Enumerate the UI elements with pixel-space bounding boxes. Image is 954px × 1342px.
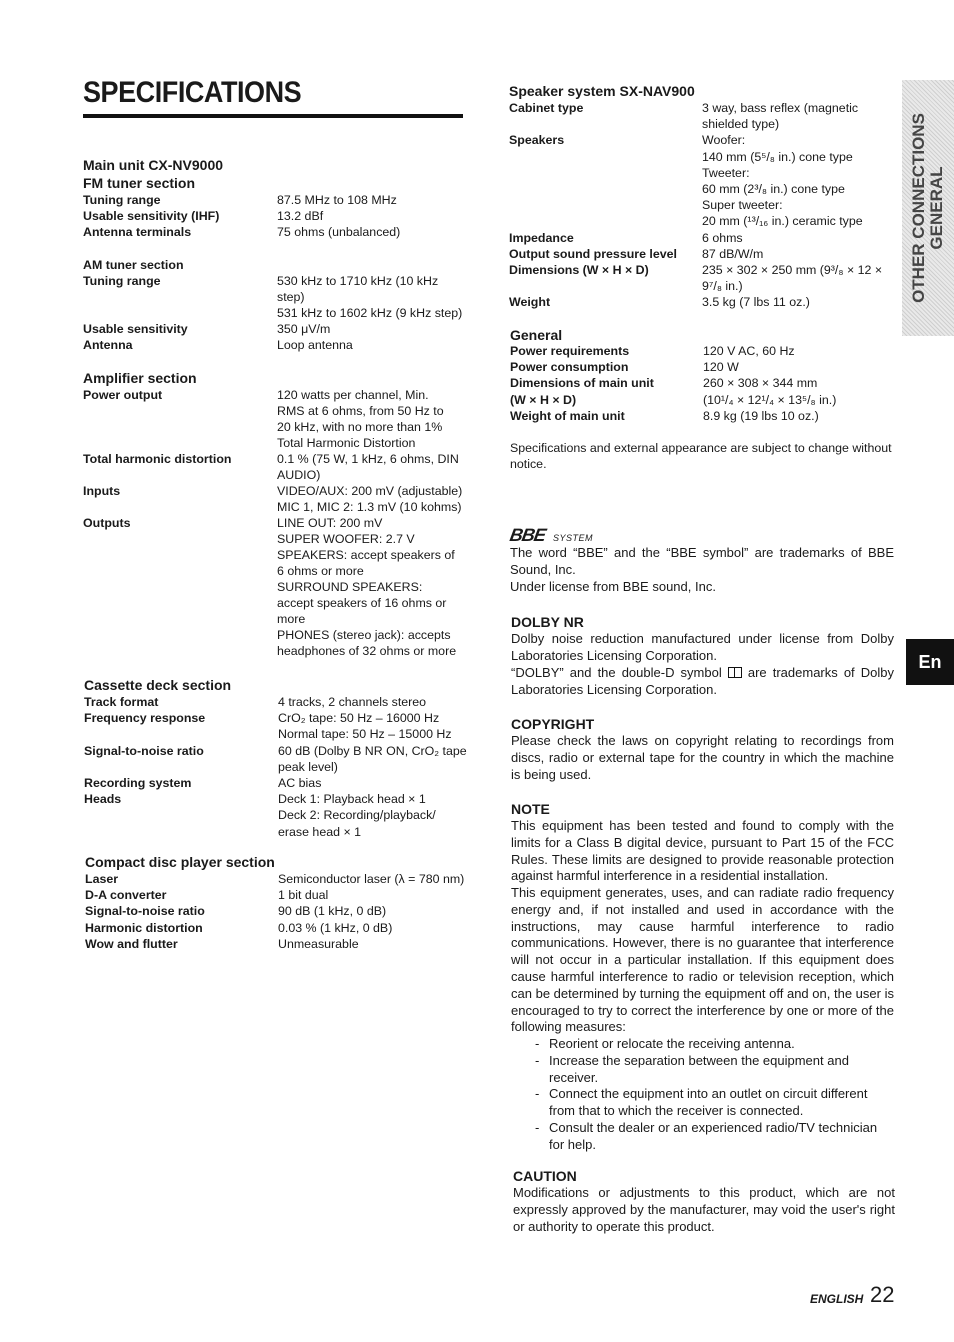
spec-value-line: 0.1 % (75 W, 1 kHz, 6 ohms, DIN xyxy=(277,452,459,466)
spec-label: Output sound pressure level xyxy=(509,246,677,261)
general-heading: General xyxy=(510,327,563,343)
bbe-logo-sub: SYSTEM xyxy=(553,533,594,543)
spec-value: 8.9 kg (19 lbs 10 oz.) xyxy=(703,408,819,423)
cassette-heading: Cassette deck section xyxy=(84,677,232,693)
spec-label xyxy=(509,213,702,229)
bullet-text: Connect the equipment into an outlet on circuit different from that to which the receiver is connected. xyxy=(549,1086,868,1119)
spec-label: Heads xyxy=(84,792,122,807)
am-tuner-heading: AM tuner section xyxy=(83,258,184,272)
amplifier-heading: Amplifier section xyxy=(83,370,197,386)
spec-value: 3 way, bass reflex (magnetic xyxy=(702,101,859,115)
spec-label xyxy=(84,824,278,840)
copyright-text: Please check the laws on copyright relating to recordings from discs, radio or external tape for the country in which the machine is being used. xyxy=(511,733,894,782)
spec-label: (W × H × D) xyxy=(510,392,577,407)
spec-value-line: accept speakers of 16 ohms or xyxy=(277,596,447,610)
spec-value-line: 120 watts per channel, Min. xyxy=(277,388,429,402)
spec-value-line: RMS at 6 ohms, from 50 Hz to xyxy=(277,404,444,418)
caution-text: Modifications or adjustments to this product, which are not expressly approved by the manufacturer, may void the user's right or authority to operate this product. xyxy=(513,1185,895,1234)
spec-label xyxy=(84,759,278,775)
spec-label xyxy=(509,197,702,213)
spec-label: Usable sensitivity xyxy=(83,322,188,336)
page-title: SPECIFICATIONS xyxy=(83,76,302,109)
double-d-icon xyxy=(728,667,742,678)
speaker-spec-table xyxy=(509,100,894,311)
spec-value: 235 × 302 × 250 mm (9³/₈ × 12 × xyxy=(702,263,883,278)
spec-label: Wow and flutter xyxy=(85,936,178,951)
spec-value-line: VIDEO/AUX: 200 mV (adjustable) xyxy=(277,484,463,498)
spec-label: Speakers xyxy=(509,133,565,148)
spec-value-line: AUDIO) xyxy=(277,468,321,482)
outputs-label: Outputs xyxy=(83,516,131,530)
spec-label xyxy=(509,181,702,197)
thd-values xyxy=(277,451,467,483)
spec-value-line: Total Harmonic Distortion xyxy=(277,436,416,450)
spec-label: Weight of main unit xyxy=(510,408,625,423)
spec-label xyxy=(509,278,702,294)
spec-label: Impedance xyxy=(509,230,574,245)
bullet-dash: - xyxy=(535,1119,540,1135)
side-tab-line-1: OTHER CONNECTIONS xyxy=(909,113,928,303)
spec-label: Tuning range xyxy=(83,193,161,207)
spec-value-line: step) xyxy=(277,290,305,304)
outputs-values xyxy=(277,515,467,659)
power-output-values xyxy=(277,387,467,451)
spec-value: 87.5 MHz to 108 MHz xyxy=(277,193,397,207)
spec-value-line: 6 ohms or more xyxy=(277,564,364,578)
caution-heading: CAUTION xyxy=(513,1168,577,1184)
bbe-license-text: Under license from BBE sound, Inc. xyxy=(510,579,716,594)
spec-label xyxy=(509,165,702,181)
spec-label: Usable sensitivity (IHF) xyxy=(83,209,220,224)
spec-value: (10¹/₄ × 12¹/₄ × 13⁵/₈ in.) xyxy=(703,392,837,407)
spec-label: Cabinet type xyxy=(509,101,584,115)
spec-value-line: PHONES (stereo jack): accepts xyxy=(277,628,451,642)
note-text-2: This equipment generates, uses, and can radiate radio frequency energy and, if not installed and used in accordance with the instructions, may cause harmful interference to radio communications. However, there is no guarantee that interference will not occur in a particular installation. If this equipment does cause harmful interference to radio or television reception, which can be determined by turning the equipment off and on, the user is encouraged to try to correct the interference by one or more of the following measures: xyxy=(511,885,894,1035)
general-spec-table xyxy=(510,343,893,424)
spec-value: 350 μV/m xyxy=(277,322,331,336)
bbe-trademark-text: The word “BBE” and the “BBE symbol” are trademarks of BBE Sound, Inc. xyxy=(510,545,894,577)
fm-spec-table xyxy=(83,192,477,241)
cassette-spec-table xyxy=(84,694,478,840)
spec-label: Track format xyxy=(84,695,159,709)
spec-value: Semiconductor laser (λ = 780 nm) xyxy=(278,872,465,886)
bullet-dash: - xyxy=(535,1052,540,1068)
note-heading: NOTE xyxy=(511,801,550,817)
bullet-dash: - xyxy=(535,1086,540,1102)
bullet-text: Reorient or relocate the receiving antenna. xyxy=(549,1036,795,1051)
spec-change-note: Specifications and external appearance are subject to change without notice. xyxy=(510,441,892,472)
dolby-trademark-text xyxy=(511,665,894,699)
spec-value-line: SURROUND SPEAKERS: xyxy=(277,580,423,594)
spec-value-line: SUPER WOOFER: 2.7 V xyxy=(277,532,415,546)
spec-value: 4 tracks, 2 channels stereo xyxy=(278,695,427,709)
spec-value: Normal tape: 50 Hz – 15000 Hz xyxy=(278,727,452,742)
spec-label xyxy=(84,726,278,742)
spec-value: 260 × 308 × 344 mm xyxy=(703,376,818,391)
spec-value: Deck 1: Playback head × 1 xyxy=(278,792,426,807)
spec-value: Tweeter: xyxy=(702,165,750,180)
spec-label xyxy=(509,149,702,165)
dolby-text: Dolby noise reduction manufactured under license from Dolby Laboratories Licensing Corporation. xyxy=(511,631,894,663)
spec-label: Dimensions of main unit xyxy=(510,376,654,391)
spec-value: 60 mm (2³/₈ in.) cone type xyxy=(702,182,845,197)
spec-value: Deck 2: Recording/playback/ xyxy=(278,808,436,823)
copyright-heading: COPYRIGHT xyxy=(511,716,595,732)
page-number: 22 xyxy=(870,1282,895,1307)
bullet-dash: - xyxy=(535,1036,540,1051)
am-spec-table xyxy=(83,321,477,353)
spec-value-line: LINE OUT: 200 mV xyxy=(277,516,383,530)
spec-value: 120 W xyxy=(703,360,739,375)
section-side-tab xyxy=(902,80,954,336)
spec-label: Dimensions (W × H × D) xyxy=(509,263,649,278)
list-item xyxy=(535,1036,895,1053)
spec-label xyxy=(84,807,278,823)
spec-value: 87 dB/W/m xyxy=(702,246,764,261)
spec-value-line: more xyxy=(277,612,306,626)
spec-value: Loop antenna xyxy=(277,338,353,353)
am-tuning-values xyxy=(277,273,465,321)
spec-value: Woofer: xyxy=(702,133,746,148)
side-tab-line-2: GENERAL xyxy=(927,166,946,250)
dolby-trademark-text-b: are trademarks of Dolby Laboratories Licensing Corporation. xyxy=(511,665,894,697)
spec-value: 3.5 kg (7 lbs 11 oz.) xyxy=(702,295,810,310)
spec-value: Super tweeter: xyxy=(702,198,783,213)
bullet-text: Consult the dealer or an experienced radio/TV technician for help. xyxy=(549,1119,878,1152)
main-unit-heading: Main unit CX-NV9000 xyxy=(83,157,224,173)
inputs-label: Inputs xyxy=(83,484,121,498)
spec-value: 75 ohms (unbalanced) xyxy=(277,225,401,240)
spec-label: Laser xyxy=(85,872,119,886)
cd-spec-table xyxy=(85,871,478,952)
spec-value: AC bias xyxy=(278,776,322,791)
spec-label xyxy=(509,116,702,132)
spec-value: 120 V AC, 60 Hz xyxy=(703,344,795,358)
spec-value: erase head × 1 xyxy=(278,824,362,839)
bbe-logo: BBE xyxy=(508,525,547,545)
spec-value: peak level) xyxy=(278,759,338,774)
spec-label: Harmonic distortion xyxy=(85,920,203,935)
speaker-heading: Speaker system SX-NAV900 xyxy=(509,83,695,99)
spec-value: 9⁷/₈ in.) xyxy=(702,279,743,294)
spec-label: Power consumption xyxy=(510,360,629,375)
spec-label: Power requirements xyxy=(510,344,630,358)
am-tuning-label: Tuning range xyxy=(83,274,161,288)
spec-value: Unmeasurable xyxy=(278,936,359,951)
note-bullets xyxy=(535,1036,895,1154)
spec-value: shielded type) xyxy=(702,117,780,132)
spec-value: 0.03 % (1 kHz, 0 dB) xyxy=(278,920,393,935)
spec-label: D-A converter xyxy=(85,888,167,903)
dolby-heading: DOLBY NR xyxy=(511,614,584,630)
spec-value-line: headphones of 32 ohms or more xyxy=(277,644,457,658)
spec-value: 140 mm (5⁵/₈ in.) cone type xyxy=(702,149,853,164)
spec-label: Weight xyxy=(509,295,551,310)
spec-label: Signal-to-noise ratio xyxy=(85,904,205,919)
fm-tuner-heading: FM tuner section xyxy=(83,175,196,191)
spec-value-line: MIC 1, MIC 2: 1.3 mV (10 kohms) xyxy=(277,500,462,514)
spec-value-line: SPEAKERS: accept speakers of xyxy=(277,548,455,562)
spec-label: Antenna terminals xyxy=(83,225,192,240)
spec-value-line: 530 kHz to 1710 kHz (10 kHz xyxy=(277,274,439,288)
cd-heading: Compact disc player section xyxy=(85,854,275,870)
spec-value: 60 dB (Dolby B NR ON, CrO₂ tape xyxy=(278,743,467,758)
language-tab: En xyxy=(906,639,954,685)
spec-label: Frequency response xyxy=(84,711,206,726)
spec-label: Antenna xyxy=(83,338,133,353)
list-item xyxy=(535,1053,895,1087)
power-output-label: Power output xyxy=(83,388,163,402)
footer-language: ENGLISH xyxy=(810,1292,864,1306)
spec-label: Signal-to-noise ratio xyxy=(84,743,204,758)
spec-value: 90 dB (1 kHz, 0 dB) xyxy=(278,904,387,919)
title-underline xyxy=(83,114,463,118)
inputs-values xyxy=(277,483,467,515)
spec-value: 6 ohms xyxy=(702,230,743,245)
spec-value: 1 bit dual xyxy=(278,888,329,903)
spec-value-line: 531 kHz to 1602 kHz (9 kHz step) xyxy=(277,306,463,320)
spec-value-line: 20 kHz, with no more than 1% xyxy=(277,420,443,434)
dolby-trademark-text-a: “DOLBY” and the double-D symbol xyxy=(511,665,722,680)
spec-value: 13.2 dBf xyxy=(277,209,324,224)
list-item xyxy=(535,1086,895,1120)
spec-label: Recording system xyxy=(84,776,192,791)
spec-value: CrO₂ tape: 50 Hz – 16000 Hz xyxy=(278,711,440,726)
bullet-text: Increase the separation between the equipment and receiver. xyxy=(549,1052,849,1085)
spec-value: 20 mm (¹³/₁₆ in.) ceramic type xyxy=(702,214,863,229)
thd-label: Total harmonic distortion xyxy=(83,452,232,466)
note-text-1: This equipment has been tested and found to comply with the limits for a Class B digital device, pursuant to Part 15 of the FCC Rules. These limits are designed to provide reasonable protection against harmful interference in a residential installation. xyxy=(511,818,894,884)
list-item xyxy=(535,1120,895,1154)
